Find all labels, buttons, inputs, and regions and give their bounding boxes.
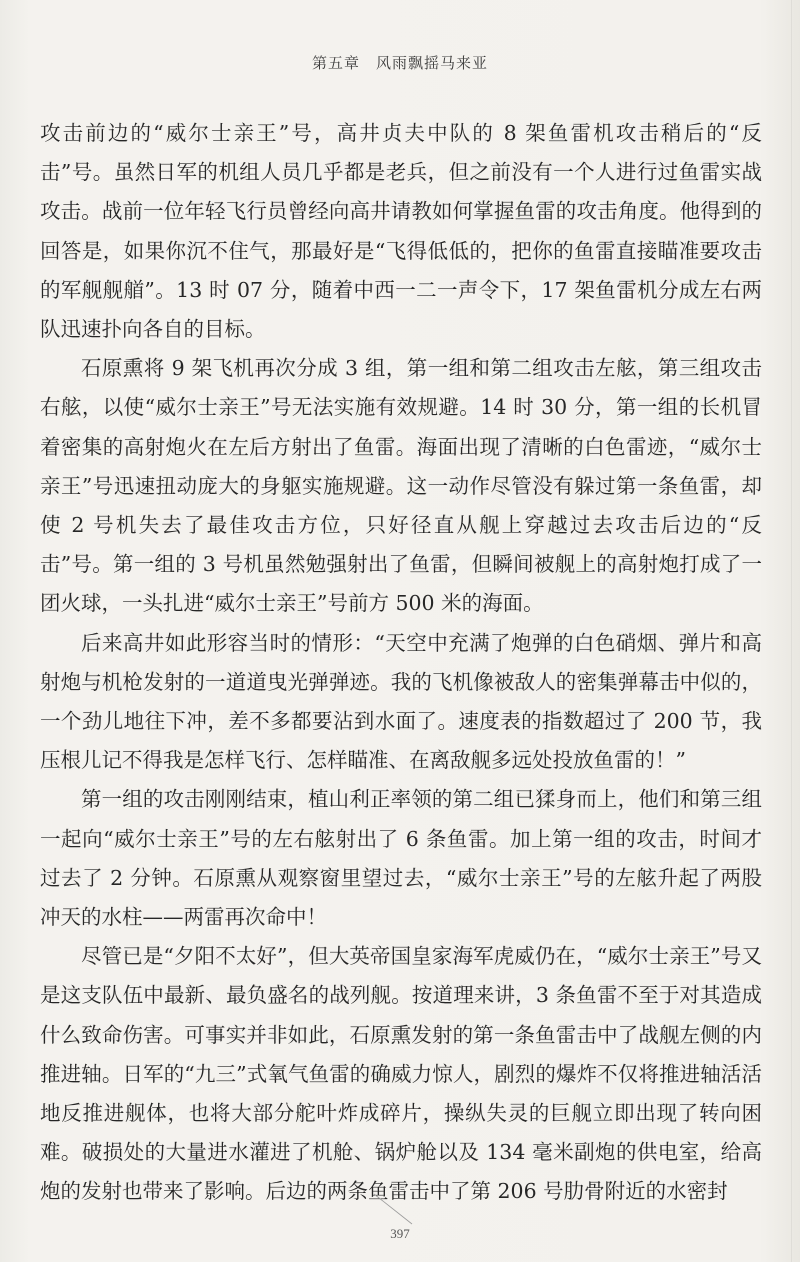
page-number: 397	[390, 1226, 410, 1241]
paragraph: 第一组的攻击刚刚结束，植山利正率领的第二组已猱身而上，他们和第三组一起向“威尔士亲王”号的左右舷射出了 6 条鱼雷。加上第一组的攻击，时间才过去了 2 分钟。石原熏从观察窗里望过去，“威尔士亲王”号的左舷升起了两股冲天的水柱——两雷再次命中！	[40, 787, 762, 930]
paragraph: 后来高井如此形容当时的情形：“天空中充满了炮弹的白色硝烟、弹片和高射炮与机枪发射的一道道曳光弹弹迹。我的飞机像被敌人的密集弹幕击中似的，一个劲儿地往下冲，差不多都要沾到水面了。速度表的指数超过了 200 节，我压根儿记不得我是怎样飞行、怎样瞄准、在离敌舰多远处投放鱼雷的！”	[40, 630, 762, 773]
folio-ornament-icon	[368, 1190, 428, 1230]
paragraph: 石原熏将 9 架飞机再次分成 3 组，第一组和第二组攻击左舷，第三组攻击右舷，以使“威尔士亲王”号无法实施有效规避。14 时 30 分，第一组的长机冒着密集的高射炮火在左后方射出了鱼雷。海面出现了清晰的白色雷迹，“威尔士亲王”号迅速扭动庞大的身躯实施规避。这一动作尽管没有躲过第一条鱼雷，却使 2 号机失去了最佳攻击方位，只好径直从舰上穿越过去攻击后边的“反击”号。第一组的 3 号机虽然勉强射出了鱼雷，但瞬间被舰上的高射炮打成了一团火球，一头扎进“威尔士亲王”号前方 500 米的海面。	[40, 356, 762, 616]
body-text	[40, 114, 762, 1212]
page-fold-shadow	[791, 0, 792, 1262]
running-head: 第五章 风雨飘摇马来亚	[311, 54, 488, 72]
paragraph-continued: 攻击前边的“威尔士亲王”号，高井贞夫中队的 8 架鱼雷机攻击稍后的“反击”号。虽然日军的机组人员几乎都是老兵，但之前没有一个人进行过鱼雷实战攻击。战前一位年轻飞行员曾经向高井请教如何掌握鱼雷的攻击角度。他得到的回答是，如果你沉不住气，那最好是“飞得低低的，把你的鱼雷直接瞄准要攻击的军舰舰艏”。13 时 07 分，随着中西一二一声令下，17 架鱼雷机分成左右两队迅速扑向各自的目标。	[40, 121, 762, 342]
paragraph: 尽管已是“夕阳不太好”，但大英帝国皇家海军虎威仍在，“威尔士亲王”号又是这支队伍中最新、最负盛名的战列舰。按道理来讲，3 条鱼雷不至于对其造成什么致命伤害。可事实并非如此，石原熏发射的第一条鱼雷击中了战舰左侧的内推进轴。日军的“九三”式氧气鱼雷的确威力惊人，剧烈的爆炸不仅将推进轴活活地反推进舰体，也将大部分舵叶炸成碎片，操纵失灵的巨舰立即出现了转向困难。破损处的大量进水灌进了机舱、锅炉舱以及 134 毫米副炮的供电室，给高炮的发射也带来了影响。后边的两条鱼雷击中了第 206 号肋骨附近的水密封	[40, 944, 762, 1204]
